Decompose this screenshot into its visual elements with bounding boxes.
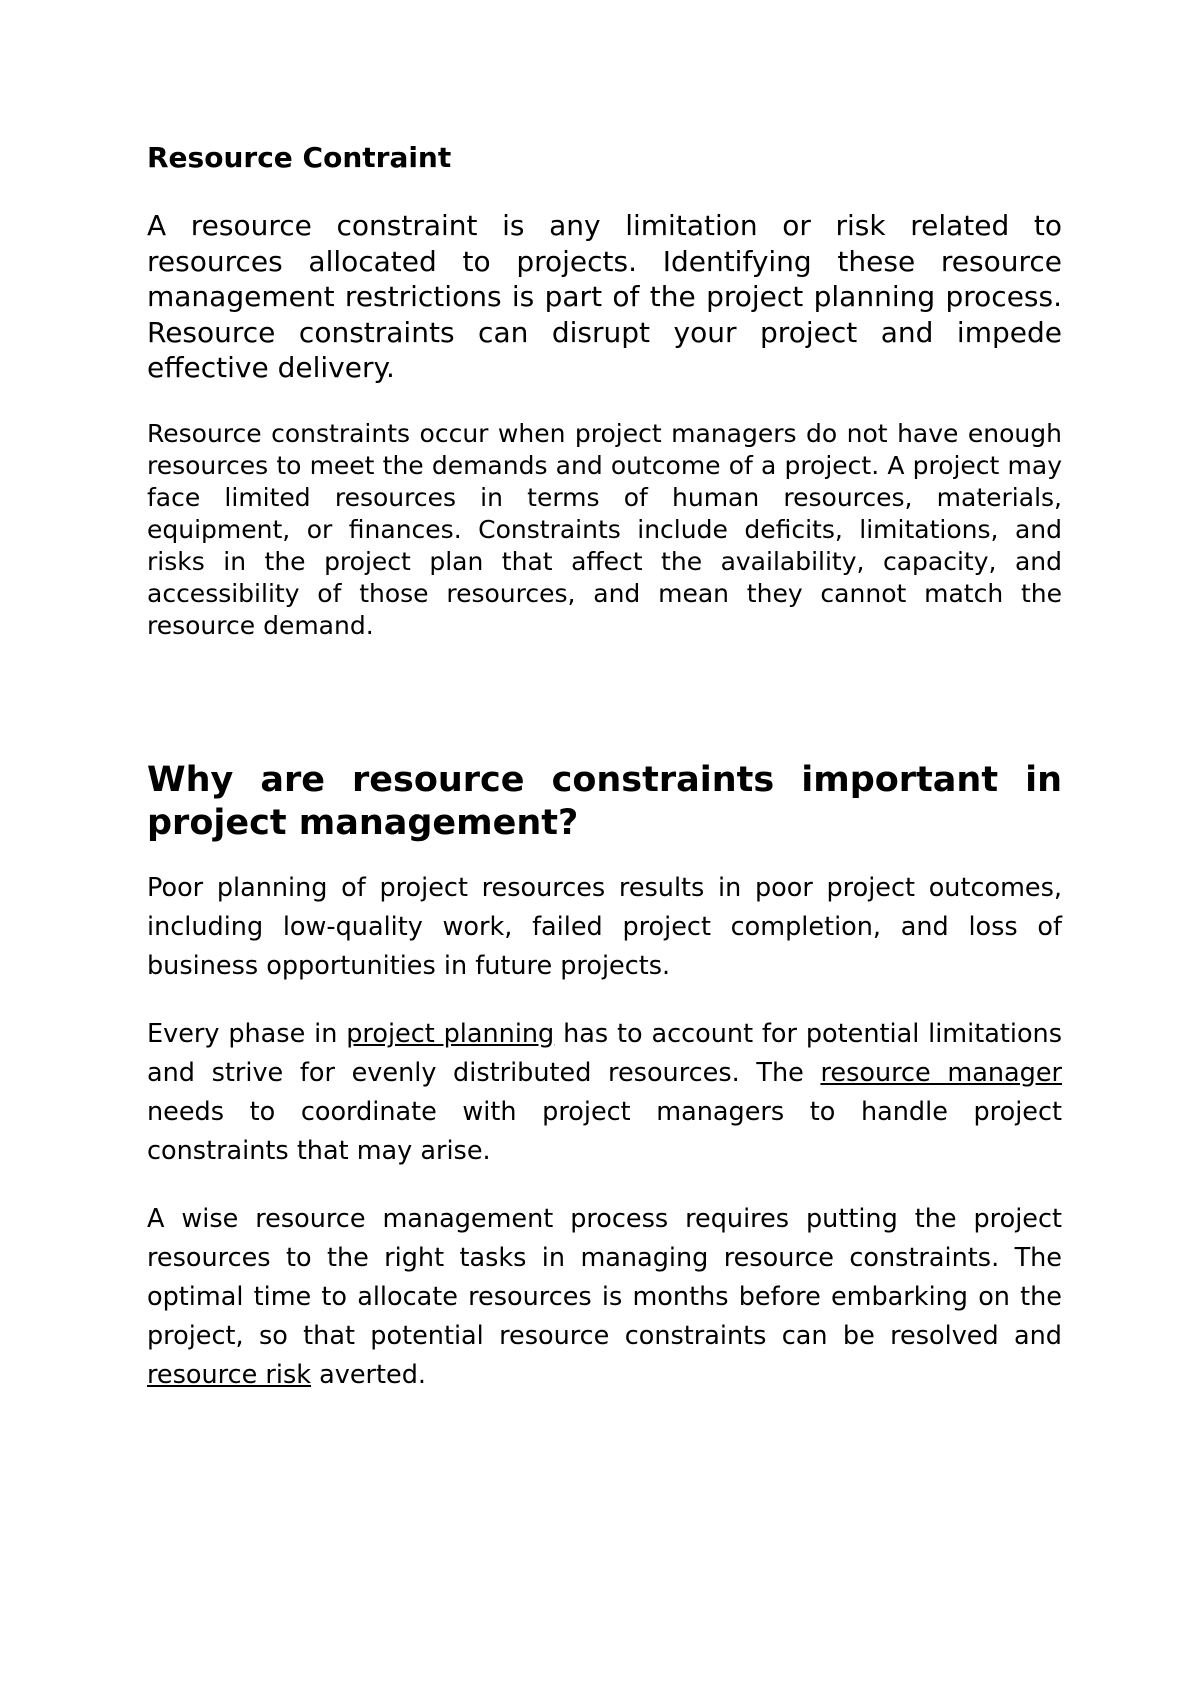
- resource-risk-link[interactable]: resource risk: [147, 1359, 312, 1390]
- definition-paragraph: Resource constraints occur when project managers do not have enough resources to meet the demands and outcome of a project. A project may face limited resources in terms of human resources, materials, equipment, or finances. Constraints include deficits, limitations, and risks in the project plan that affect the availability, capacity, and accessibility of those resources, and mean they cannot match the resource demand.: [147, 418, 1062, 640]
- project-planning-link[interactable]: project planning: [346, 1018, 555, 1049]
- paragraph-text: averted.: [311, 1359, 427, 1390]
- paragraph-text: A wise resource management process requires putting the project resources to the right tasks in managing resource constraints. The optimal time to allocate resources is months before embarking on the project, so that potential resource constraints can be resolved and: [147, 1203, 1062, 1351]
- resource-manager-link[interactable]: resource manager: [820, 1057, 1063, 1088]
- document-page: [147, 140, 1062, 1424]
- section-paragraph-1: Poor planning of project resources results in poor project outcomes, including low-quality work, failed project completion, and loss of business opportunities in future projects.: [147, 872, 1062, 981]
- document-title: Resource Contraint: [147, 141, 452, 174]
- section-paragraph-2: [147, 1015, 1062, 1171]
- intro-paragraph: A resource constraint is any limitation or risk related to resources allocated to projects. Identifying these resource management restrictions is part of the project planning process. Resource constraints can disrupt your project and impede effective delivery.: [147, 209, 1062, 384]
- paragraph-text: Every phase in: [147, 1018, 347, 1049]
- section-paragraph-3: [147, 1200, 1062, 1395]
- paragraph-text: needs to coordinate with project managers to handle project constraints that may arise.: [147, 1096, 1062, 1166]
- section-heading: Why are resource constraints important in project management?: [147, 759, 1062, 843]
- paragraph-text: has to account for potential limitations and strive for evenly distributed resources. The: [147, 1018, 1062, 1088]
